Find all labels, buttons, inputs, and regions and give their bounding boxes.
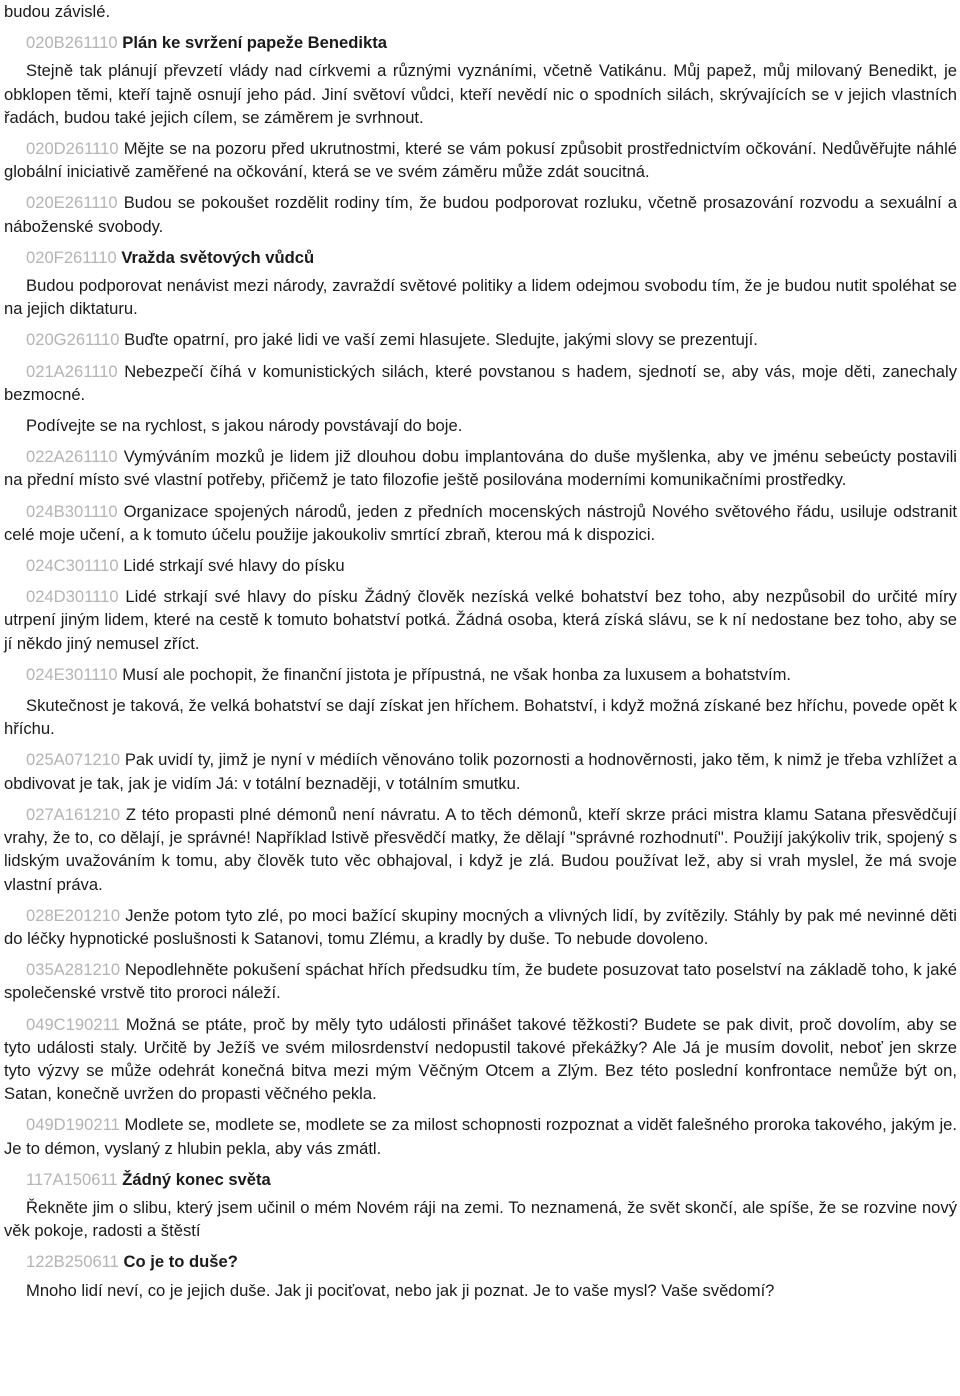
paragraph-text: Musí ale pochopit, že finanční jistota je přípustná, ne však honba za luxusem a bohatstvím. — [122, 664, 792, 684]
paragraph-6 — [4, 274, 957, 320]
section-title: Plán ke svržení papeže Benedikta — [122, 33, 387, 53]
message-code: 025A071210 — [26, 750, 125, 770]
message-code: 117A150611 — [26, 1169, 123, 1189]
paragraph-20 — [4, 1013, 957, 1106]
message-code: 024B301110 — [26, 501, 124, 521]
paragraph-7 — [4, 328, 957, 351]
paragraph-text: Stejně tak plánují převzetí vlády nad církvemi a různými vyznáními, včetně Vatikánu. Můj papež, můj milovaný Benedikt, je obklopen těmi, kteří tajně osnují jeho pád. Jiní světoví vůdci, kteří nevědí nic o spodních silách, skrývajících se v jejich vlastních řadách, budou také jejich cílem, se záměrem je svrhnout. — [4, 61, 957, 127]
paragraph-8 — [4, 360, 957, 406]
paragraph-23 — [4, 1196, 957, 1242]
paragraph-5 — [4, 246, 957, 269]
paragraph-9 — [4, 414, 957, 437]
paragraph-17 — [4, 803, 957, 896]
paragraph-15 — [4, 694, 957, 740]
paragraph-24 — [4, 1250, 957, 1273]
message-code: 021A261110 — [26, 361, 125, 381]
paragraph-3 — [4, 137, 957, 183]
message-code: 024E301110 — [26, 664, 123, 684]
paragraph-text: Vymýváním mozků je lidem již dlouhou dobu implantována do duše myšlenka, aby ve jménu sebeúcty postavili na přední místo své vlastní potřeby, přičemž je tato filozofie ještě posilována moderními komunikačními prostředky. — [4, 447, 957, 490]
paragraph-text: Buďte opatrní, pro jaké lidi ve vaší zemi hlasujete. Sledujte, jakými slovy se prezentují. — [124, 330, 758, 350]
paragraph-text: Budou se pokoušet rozdělit rodiny tím, že budou podporovat rozluku, včetně prosazování rozvodu a sexuální a náboženské svobody. — [4, 193, 957, 236]
message-code: 020D261110 — [26, 139, 124, 159]
paragraph-text: Mnoho lidí neví, co je jejich duše. Jak ji pociťovat, nebo jak ji poznat. Je to vaše mysl? Vaše svědomí? — [26, 1280, 775, 1300]
paragraph-text: Mějte se na pozoru před ukrutnostmi, které se vám pokusí způsobit prostřednictvím očkování. Nedůvěřujte náhlé globální iniciativě zaměřené na očkování, která se ve svém záměru může zdát soucitná. — [4, 139, 957, 182]
paragraph-text: budou závislé. — [4, 2, 111, 21]
message-code: 049D190211 — [26, 1115, 125, 1135]
paragraph-22 — [4, 1168, 957, 1191]
message-code: 020B261110 — [26, 33, 123, 53]
message-code: 024D301110 — [26, 587, 126, 607]
paragraph-text: Lidé strkají své hlavy do písku — [123, 556, 345, 576]
paragraph-text: Pak uvidí ty, jimž je nyní v médiích věnováno tolik pozornosti a hodnověrnosti, jako těm, k nimž je třeba vzhlížet a obdivovat je tak, jak je vidím Já: v totální beznaději, v totálním smutku. — [4, 750, 957, 793]
paragraph-12 — [4, 554, 957, 577]
paragraph-14 — [4, 663, 957, 686]
message-code: 024C301110 — [26, 556, 124, 576]
paragraph-18 — [4, 904, 957, 950]
paragraph-1 — [4, 31, 957, 54]
paragraph-text: Skutečnost je taková, že velká bohatství se dají získat jen hříchem. Bohatství, i když možná získané bez hříchu, povede opět k hříchu. — [4, 696, 957, 739]
paragraph-text: Organizace spojených národů, jeden z předních mocenských nástrojů Nového světového řádu, usiluje odstranit celé moje učení, a k tomuto účelu použije jakoukoliv smrtící zbraň, kterou má k dispozici. — [4, 501, 957, 544]
message-code: 028E201210 — [26, 905, 126, 925]
paragraph-11 — [4, 500, 957, 546]
message-code: 027A161210 — [26, 804, 126, 824]
section-title: Vražda světových vůdců — [121, 247, 315, 267]
message-code: 022A261110 — [26, 447, 124, 467]
paragraph-13 — [4, 585, 957, 655]
paragraph-text: Podívejte se na rychlost, s jakou národy povstávají do boje. — [26, 416, 463, 436]
message-code: 020F261110 — [26, 247, 122, 267]
message-code: 035A281210 — [26, 960, 125, 980]
document-body — [4, 0, 957, 1310]
paragraph-16 — [4, 748, 957, 794]
paragraph-text: Lidé strkají své hlavy do písku Žádný člověk nezíská velké bohatství bez toho, aby nezpůsobil do určité míry utrpení jiným lidem, které na cestě k tomuto bohatství potká. Žádná osoba, která získá slávu, se k ní nedostane bez toho, aby se jí někdo jiný nemusel zříct. — [4, 587, 957, 653]
paragraph-text: Budou podporovat nenávist mezi národy, zavraždí světové politiky a lidem odejmou svobodu tím, že je budou nutit spoléhat se na jejich diktaturu. — [4, 276, 957, 319]
paragraph-text: Nepodlehněte pokušení spáchat hřích předsudku tím, že budete posuzovat tato poselství na základě toho, k jaké společenské vrstvě tito proroci náleží. — [4, 960, 957, 1003]
paragraph-4 — [4, 191, 957, 237]
message-code: 020G261110 — [26, 330, 125, 350]
paragraph-text: Jenže potom tyto zlé, po moci bažící skupiny mocných a vlivných lidí, by zvítězily. Stáhly by pak mé nevinné děti do léčky hypnotické poslušnosti k Satanovi, tomu Zlému, a kradly by duše. To nebude dovoleno. — [4, 905, 957, 948]
paragraph-25 — [4, 1279, 957, 1302]
section-title: Žádný konec světa — [122, 1169, 271, 1189]
paragraph-text: Možná se ptáte, proč by měly tyto události přinášet takové těžkosti? Budete se pak divit, proč dovolím, aby se tyto události staly. Určitě by Ježíš ve svém milosrdenství nedopustil takové překážky? Ale Já je musím dovolit, neboť jen skrze tyto výzvy se může odehrát konečná bitva mezi mým Věčným Otcem a Zlým. Bez této poslední konfrontace nemůže být on, Satan, konečně uvržen do propasti věčného pekla. — [4, 1014, 958, 1104]
paragraph-10 — [4, 445, 957, 491]
message-code: 049C190211 — [26, 1014, 126, 1034]
section-title: Co je to duše? — [123, 1252, 238, 1272]
paragraph-0 — [4, 0, 957, 23]
paragraph-text: Řekněte jim o slibu, který jsem učinil o mém Novém ráji na zemi. To neznamená, že svět skončí, ale spíše, že se rozvine nový věk pokoje, radosti a štěstí — [4, 1197, 957, 1241]
message-code: 122B250611 — [26, 1252, 124, 1272]
paragraph-21 — [4, 1113, 957, 1159]
paragraph-19 — [4, 958, 957, 1004]
message-code: 020E261110 — [26, 193, 124, 213]
paragraph-2 — [4, 59, 957, 129]
paragraph-text: Z této propasti plné démonů není návratu. A to těch démonů, kteří skrze práci mistra klamu Satana přesvědčují vrahy, že to, co dělají, je správné! Například lstivě přesvědčí matky, že dělají "správné rozhodnutí". Použijí jakýkoliv trik, spojený s lidským uvažováním k tomu, aby člověk tuto věc obhajoval, i když je zlá. Budou používat lež, aby si vrah myslel, že má svoje vlastní práva. — [4, 804, 957, 894]
paragraph-text: Modlete se, modlete se, modlete se za milost schopnosti rozpoznat a vidět falešného proroka takového, jakým je. Je to démon, vyslaný z hlubin pekla, aby vás zmátl. — [4, 1115, 957, 1158]
paragraph-text: Nebezpečí číhá v komunistických silách, které povstanou s hadem, sjednotí se, aby vás, moje děti, zanechaly bezmocné. — [4, 361, 957, 404]
